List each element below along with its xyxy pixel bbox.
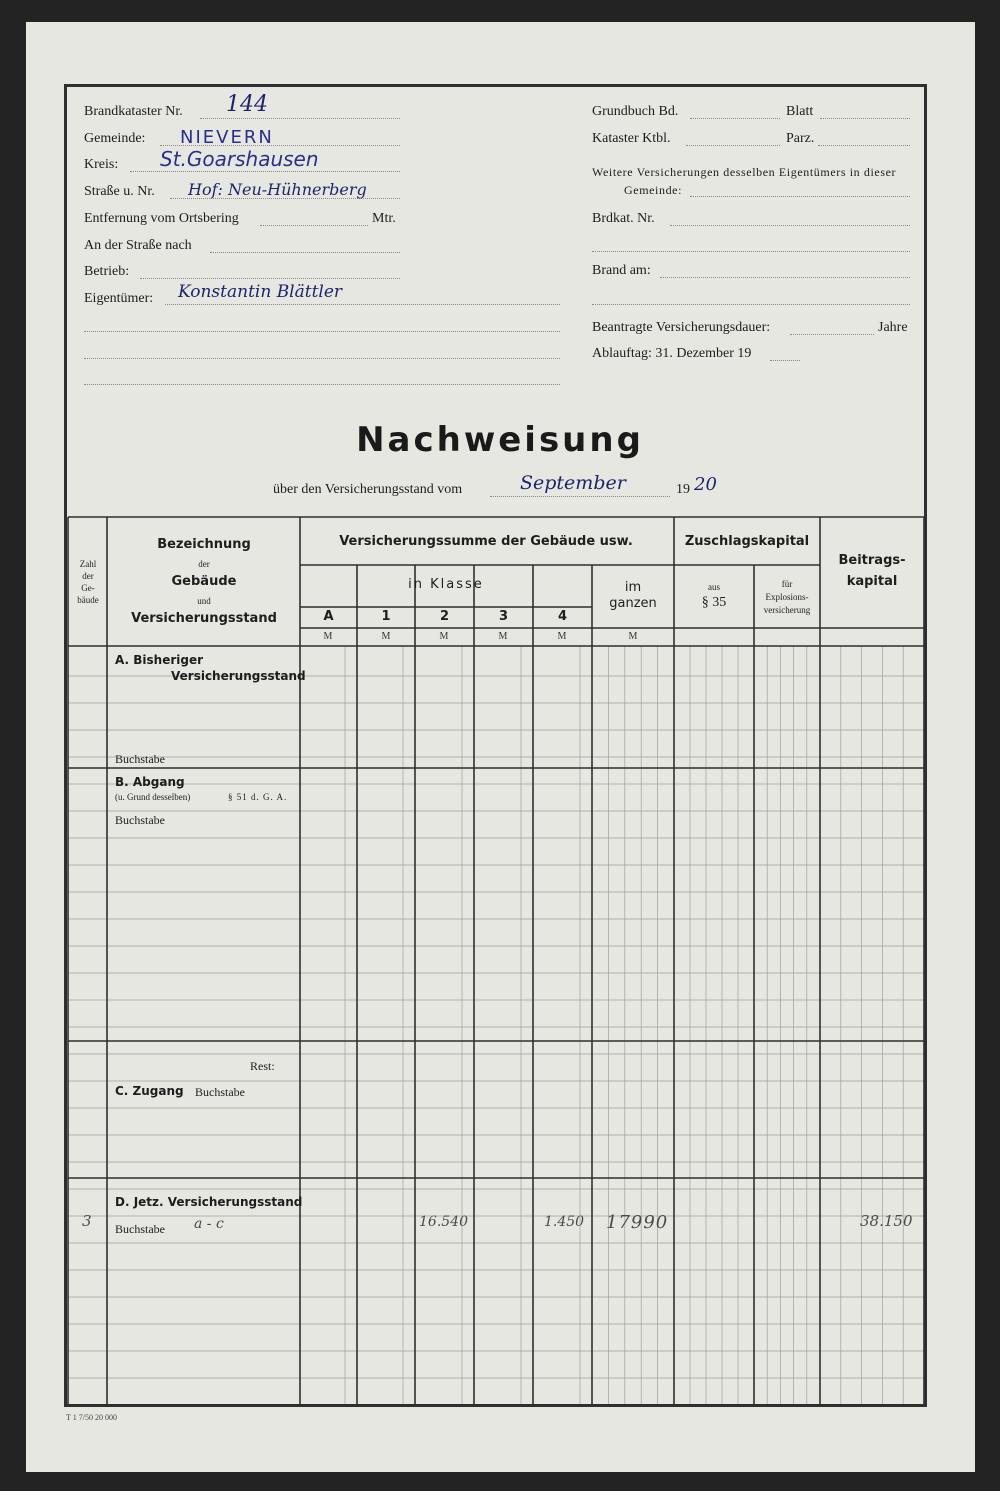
bez-header-line5: Versicherungsstand [131, 611, 277, 626]
section-b-title: B. Abgang [115, 775, 185, 789]
an-der-strasse-label: An der Straße nach [84, 238, 192, 253]
im-header-line2: ganzen [609, 596, 657, 611]
betrieb-label: Betrieb: [84, 264, 130, 279]
parz-label: Parz. [786, 131, 815, 146]
dauer-label: Beantragte Versicherungsdauer: [592, 320, 771, 335]
zuschlag-header: Zuschlagskapital [684, 534, 810, 549]
kreis-value: St.Goarshausen [160, 147, 319, 171]
section-b-buchstabe: Buchstabe [115, 813, 165, 827]
unit-mark-1: M [381, 631, 391, 642]
klasse-4: 4 [557, 609, 568, 624]
entfernung-unit: Mtr. [372, 211, 396, 226]
subtitle-year-value: 20 [694, 474, 717, 495]
brand-label: Brand am: [592, 263, 651, 278]
klasse-1: 1 [381, 609, 391, 624]
entfernung-label: Entfernung vom Ortsbering [84, 211, 239, 226]
unit-mark-total: M [628, 631, 638, 642]
strasse-label: Straße u. Nr. [84, 184, 155, 199]
unit-mark-2: M [439, 631, 449, 642]
brandkataster-value: 144 [226, 92, 268, 117]
subtitle-prefix: über den Versicherungsstand vom [273, 482, 463, 497]
bez-header-line4: und [197, 596, 211, 606]
ablauf-label: Ablauftag: 31. Dezember 19 [592, 346, 752, 361]
eigentuemer-label: Eigentümer: [84, 291, 154, 306]
weitere-line1: Weitere Versicherungen desselben Eigentümers in dieser [592, 165, 897, 179]
unit-mark-4: M [557, 631, 567, 642]
vsumme-header: Versicherungssumme der Gebäude usw. [339, 534, 633, 549]
fuer-header: für Explosions- versicherung [763, 579, 811, 615]
klasse-2: 2 [439, 609, 450, 624]
section-b-para: § 51 d. G. A. [228, 792, 288, 802]
beitrag-header-line1: Beitrags- [838, 553, 906, 568]
grundbuch-label: Grundbuch Bd. [592, 104, 679, 119]
in-klasse-header: in Klasse [408, 577, 484, 592]
document-title: Nachweisung [356, 420, 644, 460]
section-c-title: C. Zugang [115, 1084, 184, 1098]
section-a-buchstabe: Buchstabe [115, 752, 165, 766]
eigentuemer-value: Konstantin Blättler [178, 282, 343, 302]
brdkat-label: Brdkat. Nr. [592, 211, 655, 226]
subtitle-month: September [520, 472, 626, 494]
entry-im-ganzen: 17990 [606, 1212, 669, 1233]
strasse-value: Hof: Neu-Hühnerberg [188, 180, 367, 199]
entry-zahl: 3 [82, 1212, 92, 1230]
bez-header-line1: Bezeichnung [157, 537, 251, 552]
aus-header-line1: aus [708, 582, 720, 592]
bez-header-line2: der [198, 559, 210, 569]
jahre-label: Jahre [878, 320, 908, 335]
bez-header-line3: Gebäude [171, 574, 237, 589]
entry-beitragskapital: 38.150 [860, 1212, 913, 1230]
klasse-3: 3 [498, 609, 509, 624]
footer-code: T 1 7/50 20 000 [66, 1413, 117, 1422]
aus-header-line2: § 35 [701, 595, 727, 610]
section-a-title: A. Bisheriger [115, 653, 204, 667]
kataster-label: Kataster Ktbl. [592, 131, 671, 146]
brandkataster-label: Brandkataster Nr. [84, 104, 183, 119]
zahl-header: Zahl der Ge- bäude [77, 559, 99, 605]
unit-mark-3: M [498, 631, 508, 642]
entry-klasse-4: 1.450 [544, 1214, 585, 1230]
entry-klasse-2: 16.540 [419, 1214, 468, 1230]
entry-buchstabe: a - c [194, 1216, 224, 1232]
section-d-title: D. Jetz. Versicherungsstand [115, 1195, 303, 1209]
section-d-buchstabe: Buchstabe [115, 1222, 165, 1236]
section-b-sub: (u. Grund desselben) [115, 792, 191, 802]
unit-mark-a: M [323, 631, 333, 642]
klasse-a: A [323, 609, 334, 624]
section-c-buchstabe: Buchstabe [195, 1085, 245, 1099]
kreis-label: Kreis: [84, 157, 119, 172]
gemeinde-value: NIEVERN [180, 127, 274, 148]
gemeinde-label: Gemeinde: [84, 131, 146, 146]
weitere-line2: Gemeinde: [624, 183, 683, 197]
im-header-line1: im [624, 580, 642, 595]
blatt-label: Blatt [786, 104, 814, 119]
section-a-title2: Versicherungsstand [171, 669, 306, 683]
subtitle-year-prefix: 19 [676, 482, 690, 497]
rest-label: Rest: [250, 1059, 275, 1073]
beitrag-header-line2: kapital [846, 574, 898, 589]
